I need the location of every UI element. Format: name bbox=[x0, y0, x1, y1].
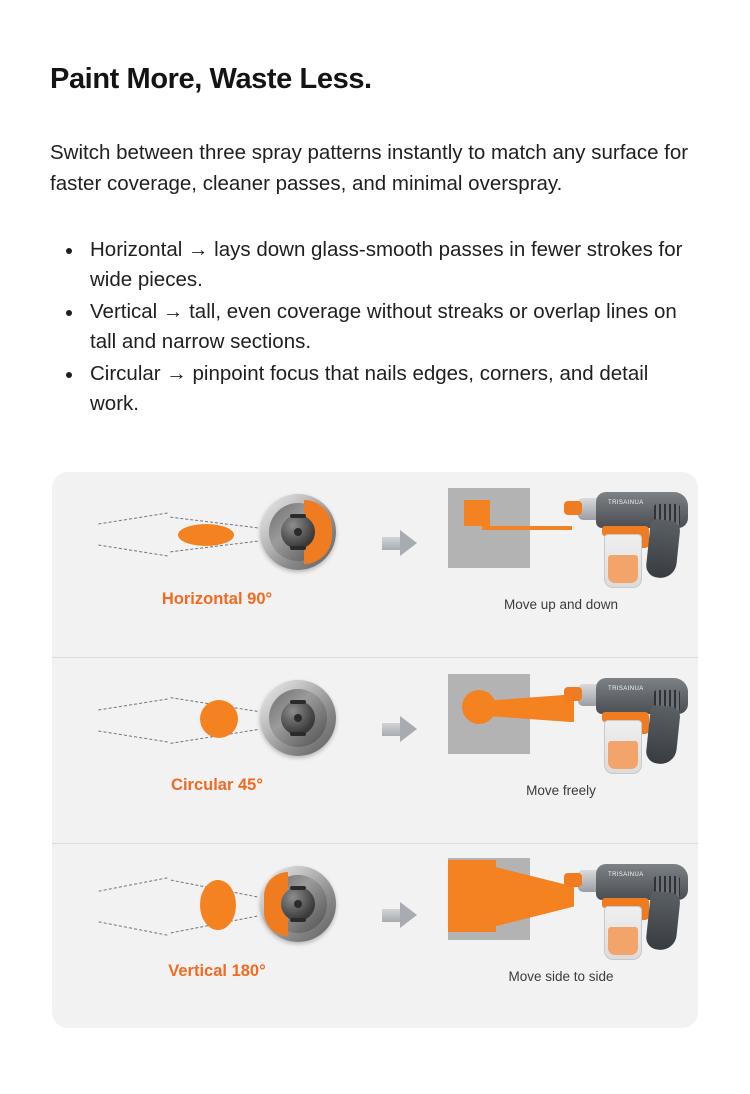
nozzle-icon bbox=[260, 680, 336, 756]
spray-pattern-diagram-panel bbox=[52, 472, 698, 1028]
nozzle-illustration-horizontal bbox=[52, 472, 382, 657]
motion-hint: Move up and down bbox=[503, 597, 619, 612]
spray-jet bbox=[482, 526, 572, 530]
paint-sprayer-illustration bbox=[562, 858, 692, 978]
pattern-row-vertical bbox=[52, 843, 698, 1028]
brand-label: TRISAINUA bbox=[608, 686, 644, 693]
pattern-label: Circular 45° bbox=[171, 776, 263, 795]
guide-line bbox=[99, 921, 168, 935]
guide-line bbox=[98, 699, 167, 711]
arrow-right-icon bbox=[382, 530, 418, 556]
pattern-row-horizontal bbox=[52, 472, 698, 657]
nozzle-illustration-circular bbox=[52, 658, 382, 842]
list-item: • Circular → pinpoint focus that nails edges, corners, and detail work. bbox=[84, 359, 700, 419]
nozzle-icon bbox=[260, 866, 336, 942]
paint-deposit bbox=[448, 860, 496, 932]
nozzle-icon bbox=[260, 494, 336, 570]
list-item: • Vertical → tall, even coverage without streaks or overlap lines on tall and narrow sections. bbox=[84, 297, 700, 357]
application-demo-horizontal bbox=[424, 472, 698, 657]
arrow-right-icon bbox=[382, 716, 418, 742]
application-demo-circular bbox=[424, 658, 698, 842]
brand-label: TRISAINUA bbox=[608, 500, 644, 506]
brand-label: TRISAINUA bbox=[608, 871, 644, 878]
intro-paragraph: Switch between three spray patterns instantly to match any surface for faster coverage, cleaner passes, and minimal overspray. bbox=[50, 140, 689, 195]
spray-shape-vertical bbox=[200, 880, 236, 930]
guide-line bbox=[98, 513, 167, 525]
guide-line bbox=[98, 731, 167, 743]
pattern-label: Horizontal 90° bbox=[161, 590, 273, 608]
paint-sprayer-illustration bbox=[562, 486, 692, 606]
pattern-label: Vertical 180° bbox=[168, 961, 266, 980]
paint-sprayer-illustration bbox=[562, 672, 692, 792]
list-item: • Horizontal → lays down glass-smooth passes in fewer strokes for wide pieces. bbox=[84, 235, 700, 295]
spray-shape-horizontal bbox=[178, 524, 234, 546]
motion-hint: Move freely bbox=[526, 783, 596, 799]
arrow-right-icon bbox=[382, 902, 418, 928]
guide-line bbox=[98, 545, 167, 557]
motion-hint: Move side to side bbox=[508, 968, 614, 984]
pattern-row-circular bbox=[52, 657, 698, 842]
page-title: Paint More, Waste Less. bbox=[50, 63, 372, 96]
feature-bullet-list bbox=[50, 235, 700, 421]
application-demo-vertical bbox=[424, 844, 698, 1028]
guide-line bbox=[99, 877, 168, 891]
nozzle-illustration-vertical bbox=[52, 844, 382, 1028]
paint-deposit bbox=[464, 500, 490, 526]
